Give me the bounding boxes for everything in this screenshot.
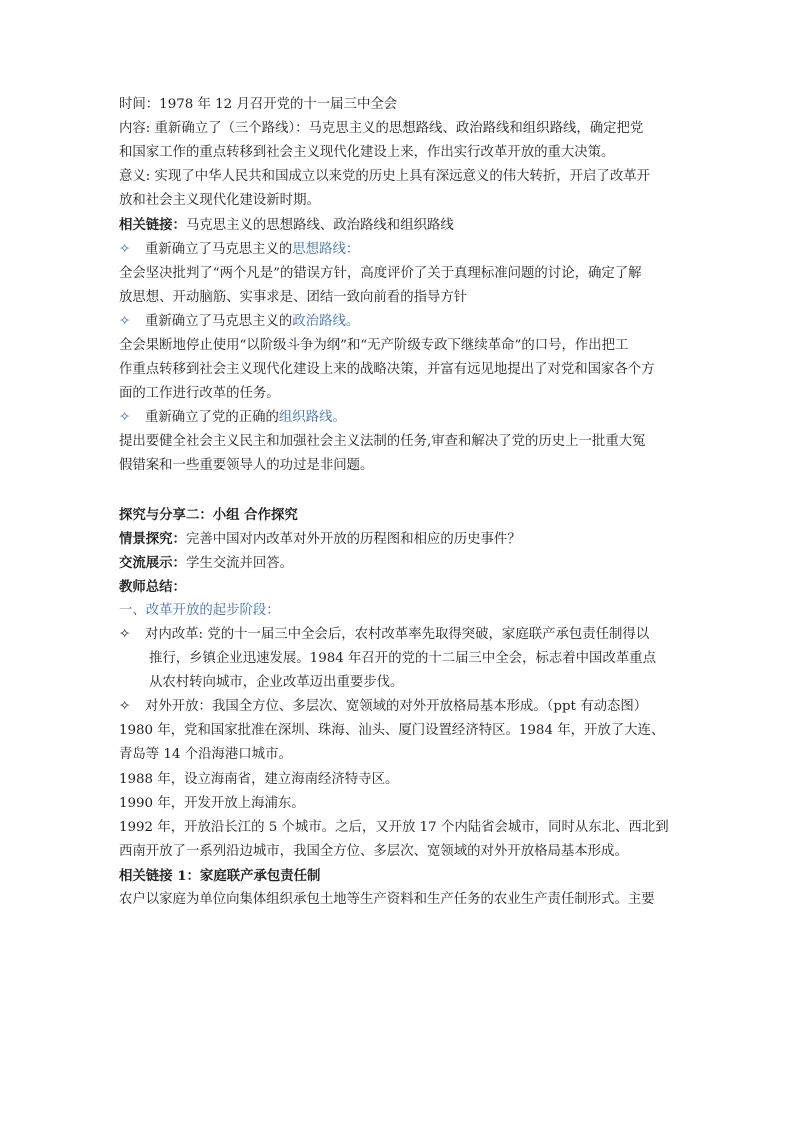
content-line-1: 内容: 重新确立了（三个路线）：马克思主义的思想路线、政治路线和组织路线，确定把党	[119, 121, 644, 137]
section2-heading: 探究与分享二：小组 合作探究	[119, 506, 298, 523]
line-item-heading	[119, 238, 679, 262]
scenario-line	[119, 527, 679, 551]
content-line-2: 和国家工作的重点转移到社会主义现代化建设上来，作出实行改革开放的重大决策。	[119, 145, 615, 161]
summary-label: 教师总结：	[119, 578, 186, 595]
link1-text: 农户以家庭为单位向集体组织承包土地等生产资料和生产任务的农业生产责任制形式。主要	[119, 892, 655, 907]
diamond-star-icon: ✧	[119, 699, 131, 715]
item-prefix: 重新确立了党的正确的	[145, 410, 279, 426]
document-page	[119, 93, 679, 912]
item-prefix: 重新确立了马克思主义的	[145, 241, 293, 257]
opening-text: 对外开放：我国全方位、多层次、宽领域的对外开放格局基本形成。（ppt 有动态图）	[145, 699, 648, 715]
opening-line	[119, 695, 679, 719]
event-line: 1988 年，设立海南省，建立海南经济特寺区。	[119, 771, 399, 787]
item-body-line: 作重点转移到社会主义现代化建设上来的战略决策，并富有远见地提出了对党和国家各个方	[119, 362, 655, 378]
item-body-line: 提出要健全社会主义民主和加强社会主义法制的任务,审查和解决了党的历史上一批重大冤	[119, 434, 646, 450]
item-body-line: 假错案和一些重要领导人的功过是非问题。	[119, 458, 374, 474]
item-suffix: ：	[345, 241, 360, 257]
related-link-line	[119, 213, 679, 237]
related-link-label: 相关链接：	[119, 217, 186, 234]
reform-line-1	[119, 623, 679, 647]
event-line: 1992 年，开放沿长江的 5 个城市。之后，又开放 17 个内陆省会城市，同时从东北、西北到	[119, 819, 669, 835]
diamond-star-icon: ✧	[119, 241, 131, 257]
spacer	[119, 479, 679, 503]
reform-line-3: 从农村转向城市，企业改革迈出重要步伐。	[149, 675, 404, 691]
item-highlight: 组织路线	[278, 410, 333, 426]
item-suffix: 。	[345, 313, 360, 329]
meaning-line-2: 放和社会主义现代化建设新时期。	[119, 193, 320, 209]
item-body-line: 全会果断地停止使用“以阶级斗争为纲”和“无产阶级专政下继续革命”的口号，作出把工	[119, 337, 629, 353]
item-body-line: 全会坚决批判了“两个凡是”的错误方针，高度评价了关于真理标准问题的讨论，确定了解	[119, 265, 642, 281]
time-line: 时间：1978 年 12 月召开党的十一届三中全会	[119, 97, 398, 112]
line-item-heading	[119, 406, 679, 430]
exchange-line	[119, 551, 679, 575]
event-line: 青岛等 14 个沿海港口城市。	[119, 747, 292, 763]
scenario-text: 完善中国对内改革对外开放的历程图和相应的历史事件？	[185, 531, 521, 547]
line-item-heading	[119, 310, 679, 334]
exchange-label: 交流展示：	[119, 554, 186, 571]
reform-line-2: 推行，乡镇企业迅速发展。1984 年召开的党的十二届三中全会，标志着中国改革重点	[149, 651, 657, 667]
meaning-line-1: 意义: 实现了中华人民共和国成立以来党的历史上具有深远意义的伟大转折，开启了改革开	[119, 169, 650, 185]
item-body-line: 放思想、开动脑筋、实事求是、团结一致向前看的指导方针	[119, 289, 468, 305]
item-body-line: 面的工作进行改革的任务。	[119, 386, 280, 402]
item-suffix: 。	[332, 410, 346, 426]
scenario-label: 情景探究：	[119, 530, 186, 547]
item-prefix: 重新确立了马克思主义的	[145, 313, 293, 329]
related-link-text: 马克思主义的思想路线、政治路线和组织路线	[185, 218, 454, 234]
link1-title: 相关链接 1：家庭联产承包责任制	[119, 867, 321, 884]
event-line: 1990 年，开发开放上海浦东。	[119, 795, 305, 811]
item-highlight: 政治路线	[292, 313, 346, 329]
event-line: 西南开放了一系列沿边城市，我国全方位、多层次、宽领域的对外开放格局基本形成。	[119, 843, 628, 859]
event-line: 1980 年，党和国家批准在深圳、珠海、汕头、厦门设置经济特区。1984 年，开放了大连、	[119, 723, 665, 739]
reform-text: 对内改革: 党的十一届三中全会后，农村改革率先取得突破，家庭联产承包责任制得以	[145, 626, 650, 642]
exchange-text: 学生交流并回答。	[185, 555, 294, 571]
diamond-star-icon: ✧	[119, 313, 131, 329]
diamond-star-icon: ✧	[119, 410, 131, 426]
item-highlight: 思想路线	[292, 241, 346, 257]
diamond-star-icon: ✧	[119, 626, 131, 642]
stage-title: 一、改革开放的起步阶段：	[119, 602, 280, 618]
